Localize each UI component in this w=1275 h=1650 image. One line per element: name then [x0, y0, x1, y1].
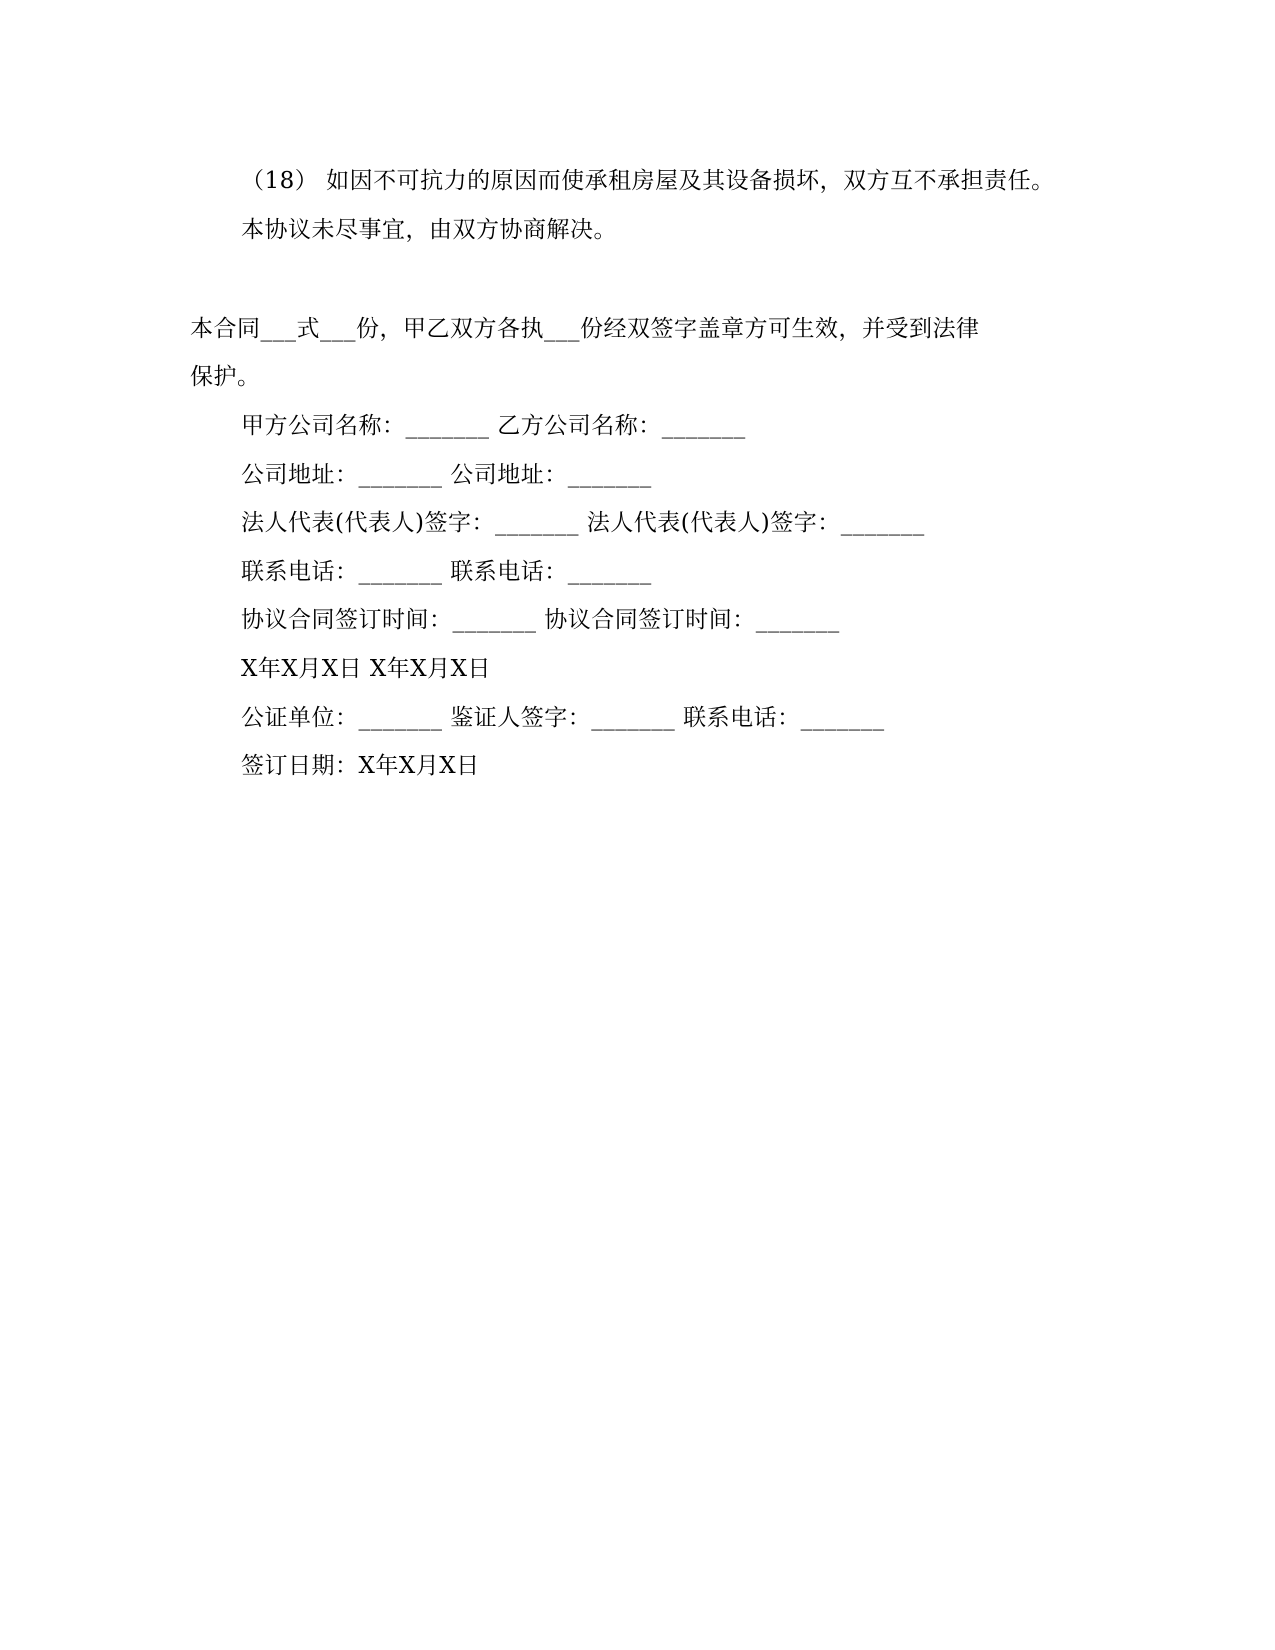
legal-representative-line: 法人代表(代表人)签字：_______ 法人代表(代表人)签字：_______	[241, 510, 925, 536]
signing-date-line: 签订日期：X年X月X日	[241, 753, 480, 779]
unresolved-matters: 本协议未尽事宜，由双方协商解决。	[241, 217, 617, 243]
company-name-line: 甲方公司名称：_______ 乙方公司名称：_______	[241, 413, 746, 439]
copies-clause-line-1: 本合同___式___份，甲乙双方各执___份经双签字盖章方可生效，并受到法律	[190, 316, 980, 342]
signing-time-line: 协议合同签订时间：_______ 协议合同签订时间：_______	[241, 607, 840, 633]
copies-clause-line-2: 保护。	[190, 364, 261, 390]
date-placeholder-line: X年X月X日 X年X月X日	[241, 656, 492, 682]
company-address-line: 公司地址：_______ 公司地址：_______	[241, 462, 652, 488]
notary-line: 公证单位：_______ 鉴证人签字：_______ 联系电话：_______	[241, 705, 885, 731]
contact-phone-line: 联系电话：_______ 联系电话：_______	[241, 559, 652, 585]
clause-18: （18） 如因不可抗力的原因而使承租房屋及其设备损坏，双方互不承担责任。	[241, 168, 1055, 194]
